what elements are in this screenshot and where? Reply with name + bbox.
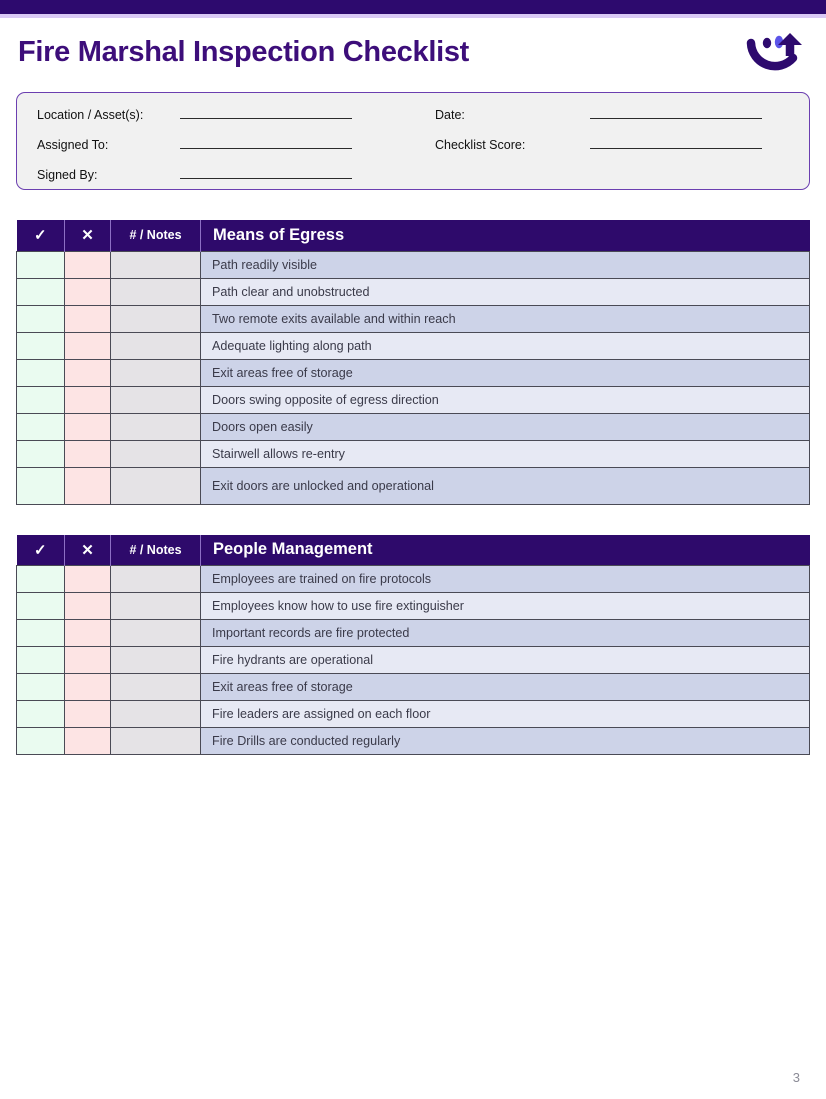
column-header-check: ✓ <box>17 220 65 251</box>
table-row <box>17 647 810 674</box>
cell-cross[interactable] <box>65 251 111 278</box>
meta-field-signed-by <box>37 167 413 197</box>
meta-input-location[interactable] <box>180 107 352 119</box>
checklist-body-people-management <box>17 566 810 755</box>
cell-cross[interactable] <box>65 620 111 647</box>
cell-check[interactable] <box>17 332 65 359</box>
cell-check[interactable] <box>17 359 65 386</box>
cell-item-label: Doors open easily <box>201 413 810 440</box>
section-title: Means of Egress <box>201 220 810 251</box>
page-title: Fire Marshal Inspection Checklist <box>18 35 470 68</box>
cell-item-label: Exit areas free of storage <box>201 359 810 386</box>
meta-label-checklist-score: Checklist Score: <box>435 138 526 152</box>
cell-check[interactable] <box>17 386 65 413</box>
cell-item-label: Fire Drills are conducted regularly <box>201 728 810 755</box>
cell-notes[interactable] <box>111 413 201 440</box>
cell-item-label: Path clear and unobstructed <box>201 278 810 305</box>
checklist-section-people-management <box>16 535 810 756</box>
cell-check[interactable] <box>17 701 65 728</box>
checklist-section-means-of-egress <box>16 220 810 505</box>
meta-field-date <box>435 107 789 137</box>
table-row <box>17 278 810 305</box>
cell-cross[interactable] <box>65 701 111 728</box>
cell-cross[interactable] <box>65 305 111 332</box>
cell-notes[interactable] <box>111 566 201 593</box>
table-row <box>17 467 810 504</box>
cell-check[interactable] <box>17 467 65 504</box>
cell-notes[interactable] <box>111 359 201 386</box>
checklist-table <box>16 220 810 505</box>
cell-cross[interactable] <box>65 674 111 701</box>
table-row <box>17 305 810 332</box>
cell-cross[interactable] <box>65 413 111 440</box>
table-header-row <box>17 220 810 251</box>
table-row <box>17 413 810 440</box>
column-header-notes: # / Notes <box>111 220 201 251</box>
cell-cross[interactable] <box>65 386 111 413</box>
cell-cross[interactable] <box>65 440 111 467</box>
cell-notes[interactable] <box>111 647 201 674</box>
meta-input-checklist-score[interactable] <box>590 137 762 149</box>
meta-label-date: Date: <box>435 108 465 122</box>
cell-check[interactable] <box>17 413 65 440</box>
cell-check[interactable] <box>17 728 65 755</box>
cell-cross[interactable] <box>65 332 111 359</box>
cell-check[interactable] <box>17 620 65 647</box>
cell-item-label: Employees know how to use fire extinguisher <box>201 593 810 620</box>
meta-input-date[interactable] <box>590 107 762 119</box>
table-row <box>17 620 810 647</box>
meta-input-assigned-to[interactable] <box>180 137 352 149</box>
meta-column-left <box>37 107 413 182</box>
cell-check[interactable] <box>17 674 65 701</box>
table-row <box>17 359 810 386</box>
cell-item-label: Adequate lighting along path <box>201 332 810 359</box>
cell-notes[interactable] <box>111 440 201 467</box>
cell-check[interactable] <box>17 647 65 674</box>
meta-input-signed-by[interactable] <box>180 167 352 179</box>
table-row <box>17 566 810 593</box>
meta-field-assigned-to <box>37 137 413 167</box>
cell-item-label: Stairwell allows re-entry <box>201 440 810 467</box>
cell-item-label: Important records are fire protected <box>201 620 810 647</box>
cell-item-label: Exit areas free of storage <box>201 674 810 701</box>
table-row <box>17 728 810 755</box>
cell-item-label: Doors swing opposite of egress direction <box>201 386 810 413</box>
meta-label-signed-by: Signed By: <box>37 168 98 182</box>
cell-check[interactable] <box>17 278 65 305</box>
cell-cross[interactable] <box>65 647 111 674</box>
cell-item-label: Fire leaders are assigned on each floor <box>201 701 810 728</box>
cell-check[interactable] <box>17 593 65 620</box>
cell-check[interactable] <box>17 251 65 278</box>
cell-cross[interactable] <box>65 359 111 386</box>
table-row <box>17 674 810 701</box>
section-title: People Management <box>201 535 810 566</box>
cell-notes[interactable] <box>111 386 201 413</box>
cell-notes[interactable] <box>111 467 201 504</box>
cell-item-label: Exit doors are unlocked and operational <box>201 467 810 504</box>
cell-notes[interactable] <box>111 620 201 647</box>
table-row <box>17 593 810 620</box>
cell-cross[interactable] <box>65 278 111 305</box>
cell-item-label: Path readily visible <box>201 251 810 278</box>
smiley-arrow-logo <box>744 30 808 76</box>
page-number: 3 <box>792 1070 800 1085</box>
cell-notes[interactable] <box>111 305 201 332</box>
cell-cross[interactable] <box>65 566 111 593</box>
meta-field-checklist-score <box>435 137 789 167</box>
cell-cross[interactable] <box>65 728 111 755</box>
table-row <box>17 701 810 728</box>
cell-notes[interactable] <box>111 332 201 359</box>
cell-notes[interactable] <box>111 251 201 278</box>
column-header-cross: ✕ <box>65 535 111 566</box>
meta-label-assigned-to: Assigned To: <box>37 138 109 152</box>
checklist-table <box>16 535 810 756</box>
checklist-tables <box>16 220 810 755</box>
meta-column-right <box>413 107 789 175</box>
cell-check[interactable] <box>17 440 65 467</box>
table-row <box>17 386 810 413</box>
meta-field-location <box>37 107 413 137</box>
cell-notes[interactable] <box>111 278 201 305</box>
cell-notes[interactable] <box>111 674 201 701</box>
table-row <box>17 332 810 359</box>
meta-label-location: Location / Asset(s): <box>37 108 144 122</box>
top-brand-bar <box>0 0 826 14</box>
inspection-meta-box <box>16 92 810 190</box>
column-header-notes: # / Notes <box>111 535 201 566</box>
table-row <box>17 251 810 278</box>
column-header-cross: ✕ <box>65 220 111 251</box>
column-header-check: ✓ <box>17 535 65 566</box>
cell-check[interactable] <box>17 305 65 332</box>
cell-item-label: Fire hydrants are operational <box>201 647 810 674</box>
cell-item-label: Two remote exits available and within reach <box>201 305 810 332</box>
cell-cross[interactable] <box>65 593 111 620</box>
table-header-row <box>17 535 810 566</box>
cell-notes[interactable] <box>111 593 201 620</box>
cell-notes[interactable] <box>111 701 201 728</box>
document-header <box>0 18 826 86</box>
cell-notes[interactable] <box>111 728 201 755</box>
table-row <box>17 440 810 467</box>
cell-check[interactable] <box>17 566 65 593</box>
checklist-body-means-of-egress <box>17 251 810 504</box>
cell-item-label: Employees are trained on fire protocols <box>201 566 810 593</box>
cell-cross[interactable] <box>65 467 111 504</box>
